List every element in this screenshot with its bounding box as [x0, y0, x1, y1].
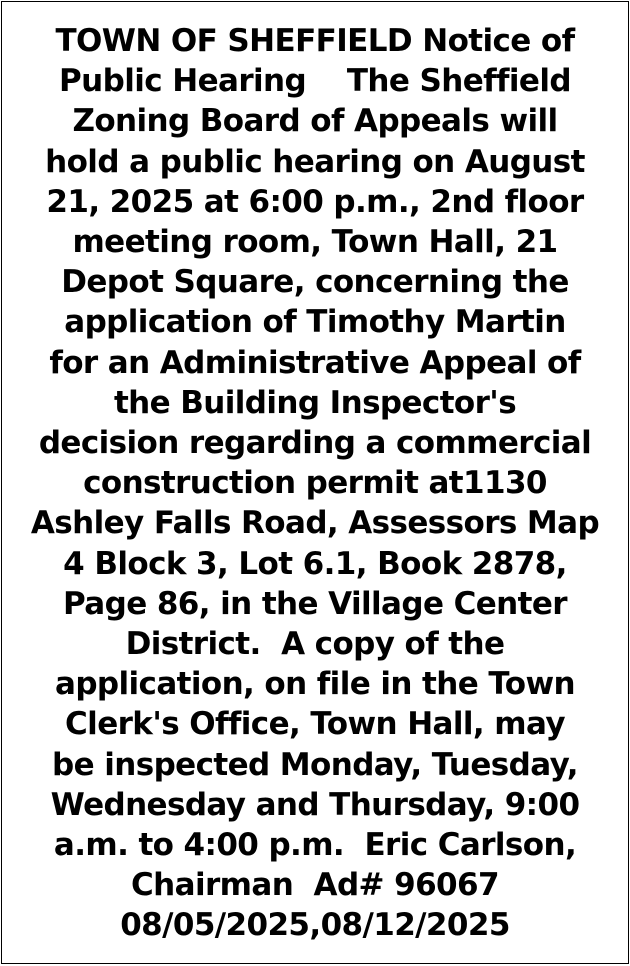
notice-line: 4 Block 3, Lot 6.1, Book 2878,	[63, 545, 567, 582]
public-hearing-notice-text	[30, 21, 600, 946]
notice-line: decision regarding a commercial	[38, 425, 592, 462]
notice-line: application of Timothy Martin	[64, 304, 566, 341]
notice-line: the Building Inspector's	[113, 384, 517, 421]
notice-line: Public Hearing The Sheffield	[59, 63, 571, 100]
notice-line: hold a public hearing on August	[45, 143, 585, 180]
legal-notice-frame	[1, 1, 629, 964]
notice-line: Depot Square, concerning the	[61, 264, 569, 301]
notice-line: a.m. to 4:00 p.m. Eric Carlson,	[53, 827, 577, 864]
notice-line: construction permit at1130	[83, 465, 547, 502]
notice-line: Chairman Ad# 96067	[131, 867, 499, 904]
notice-line: 21, 2025 at 6:00 p.m., 2nd floor	[46, 183, 584, 220]
notice-line: be inspected Monday, Tuesday,	[52, 746, 578, 783]
notice-line: District. A copy of the	[125, 626, 505, 663]
notice-line: Page 86, in the Village Center	[63, 585, 567, 622]
notice-line: application, on file in the Town	[55, 666, 575, 703]
notice-line: TOWN OF SHEFFIELD Notice of	[55, 23, 575, 59]
notice-line: meeting room, Town Hall, 21	[72, 224, 558, 261]
notice-line: for an Administrative Appeal of	[49, 344, 581, 381]
notice-line: Wednesday and Thursday, 9:00	[50, 786, 580, 823]
notice-line: Clerk's Office, Town Hall, may	[65, 706, 565, 743]
notice-line: Ashley Falls Road, Assessors Map	[30, 505, 600, 542]
notice-line: 08/05/2025,08/12/2025	[120, 907, 510, 944]
notice-line: Zoning Board of Appeals will	[72, 103, 558, 140]
